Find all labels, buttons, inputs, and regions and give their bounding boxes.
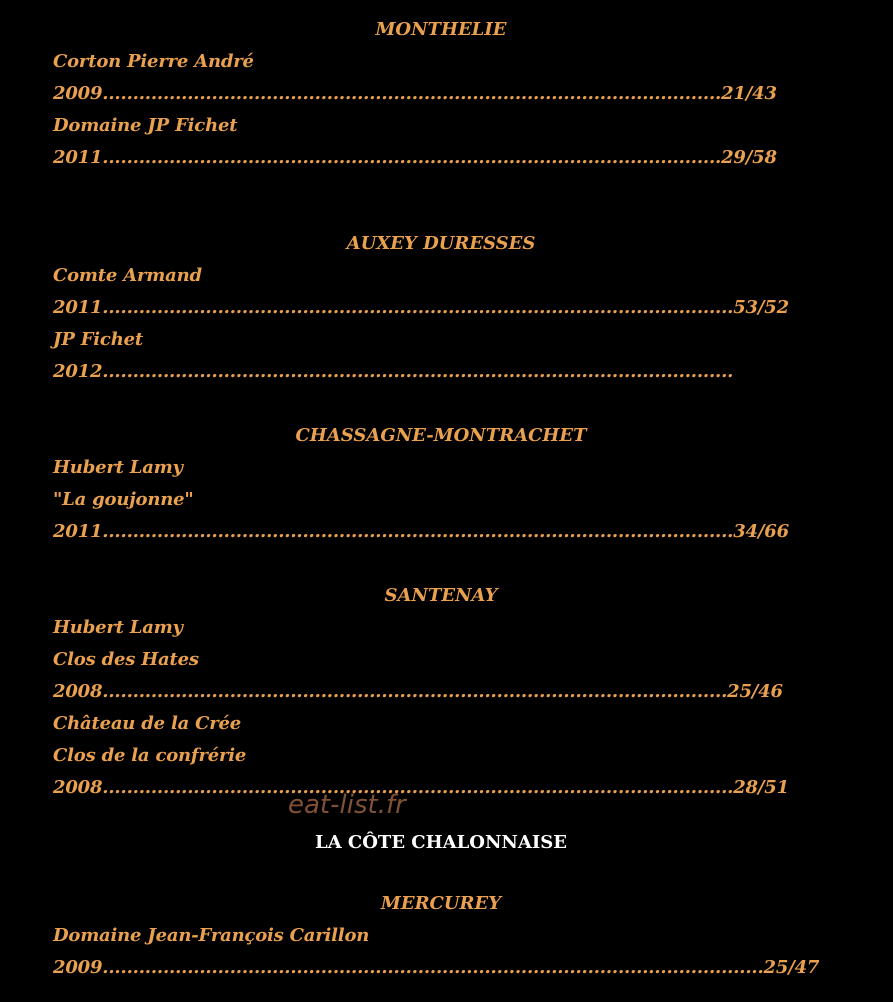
section-heading-mercurey: MERCUREY — [380, 893, 502, 914]
price-line-monthelie-2009: 2009......................................................................................................21/43 — [53, 83, 777, 104]
price-line-auxey-2012: 2012........................................................................................................ — [53, 361, 734, 382]
producer-jp-fichet: JP Fichet — [53, 329, 143, 350]
watermark-text: eat-list.fr — [288, 790, 406, 820]
price-line-monthelie-2011: 2011......................................................................................................29/58 — [53, 147, 777, 168]
price-line-mercurey-2009: 2009.............................................................................................................25/47 — [53, 957, 820, 978]
producer-hubert-lamy-santenay: Hubert Lamy — [53, 617, 183, 638]
section-heading-chassagne-montrachet: CHASSAGNE-MONTRACHET — [295, 425, 587, 446]
producer-comte-armand: Comte Armand — [53, 265, 202, 286]
price-line-santenay-2008-a: 2008.......................................................................................................25/46 — [53, 681, 783, 702]
producer-hubert-lamy-chassagne: Hubert Lamy — [53, 457, 183, 478]
producer-domaine-jp-fichet: Domaine JP Fichet — [53, 115, 238, 136]
cuvee-clos-des-hates: Clos des Hates — [53, 649, 199, 670]
section-heading-santenay: SANTENAY — [384, 585, 498, 606]
region-heading-cote-chalonnaise: LA CÔTE CHALONNAISE — [315, 832, 567, 853]
cuvee-clos-de-la-confrerie: Clos de la confrérie — [53, 745, 247, 766]
price-line-santenay-2008-b: 2008........................................................................................................28/51 — [53, 777, 789, 798]
producer-chateau-de-la-cree: Château de la Crée — [53, 713, 242, 734]
section-heading-auxey-duresses: AUXEY DURESSES — [346, 233, 536, 254]
cuvee-la-goujonne: "La goujonne" — [53, 489, 194, 510]
section-heading-monthelie: MONTHELIE — [375, 19, 507, 40]
producer-domaine-jean-francois-carillon: Domaine Jean-François Carillon — [53, 925, 370, 946]
price-line-auxey-2011: 2011........................................................................................................53/52 — [53, 297, 789, 318]
price-line-chassagne-2011: 2011........................................................................................................34/66 — [53, 521, 789, 542]
producer-corton-pierre-andre: Corton Pierre André — [53, 51, 254, 72]
